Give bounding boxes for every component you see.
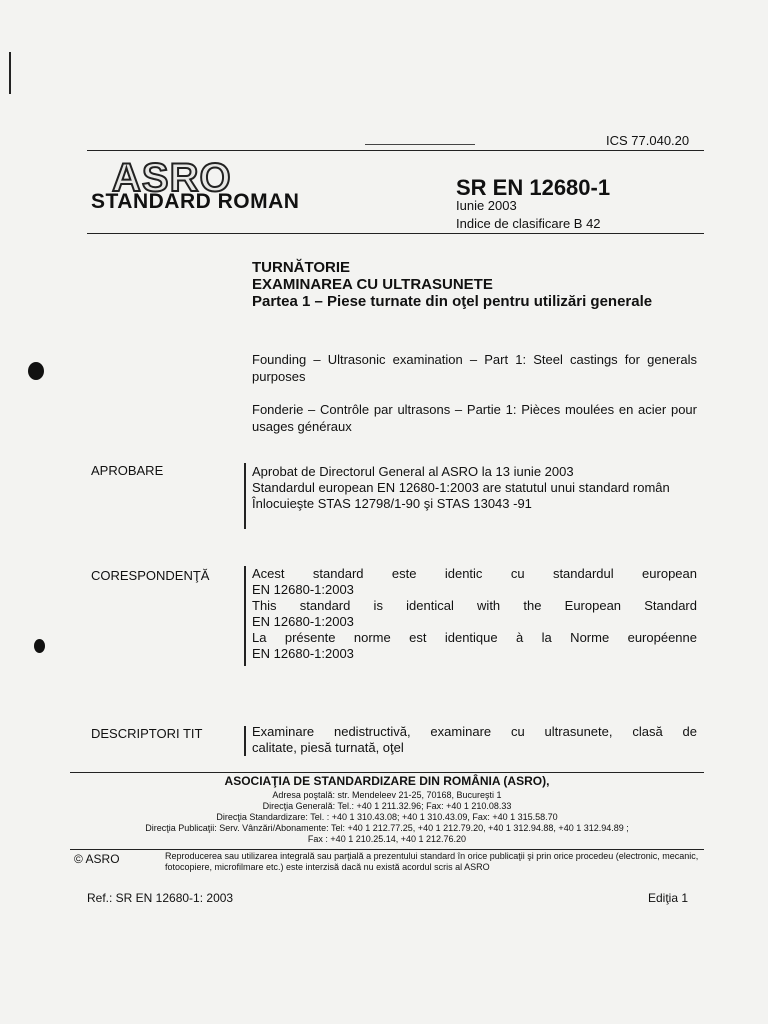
correspondence-ref: EN 12680-1:2003 — [252, 614, 354, 629]
descriptors-text — [252, 724, 697, 756]
correspondence-label: CORESPONDENŢĂ — [91, 568, 210, 583]
section-bar — [244, 463, 246, 529]
title-line: TURNĂTORIE — [252, 259, 351, 276]
standard-date: Iunie 2003 — [456, 198, 517, 213]
punch-hole — [34, 639, 45, 653]
descriptors-label: DESCRIPTORI TIT — [91, 726, 203, 741]
correspondence-line: La présente norme est identique à la Norme européenne — [252, 630, 697, 645]
descriptors-line: Examinare nedistructivă, examinare cu ultrasunete, clasă de — [252, 724, 697, 739]
approval-line: Înlocuieşte STAS 12798/1-90 şi STAS 13043 -91 — [252, 496, 532, 511]
approval-line: Aprobat de Directorul General al ASRO la 13 iunie 2003 — [252, 464, 574, 479]
standard-number: SR EN 12680-1 — [456, 175, 611, 200]
association-name: ASOCIAŢIA DE STANDARDIZARE DIN ROMÂNIA (ASRO), — [224, 774, 550, 788]
divider — [87, 233, 704, 234]
divider — [87, 150, 704, 151]
copyright-mark: © ASRO — [74, 852, 120, 866]
divider — [70, 772, 704, 773]
section-bar — [244, 566, 246, 666]
document-title — [252, 259, 697, 310]
correspondence-text — [252, 566, 697, 662]
descriptors-line: calitate, piesă turnată, oţel — [252, 740, 404, 755]
english-title: Founding – Ultrasonic examination – Part 1: Steel castings for generals purposes — [252, 352, 697, 384]
punch-hole — [28, 362, 44, 380]
address-line: Adresa poştală: str. Mendeleev 21-25, 70168, Bucureşti 1 — [272, 790, 502, 800]
scan-mark — [9, 52, 11, 94]
standard-roman-label: STANDARD ROMAN — [91, 190, 300, 213]
classification-index: Indice de clasificare B 42 — [456, 216, 601, 231]
copyright-notice: Reproducerea sau utilizarea integrală sau parţială a prezentului standard în orice publicaţii şi prin orice procedeu (electronic, mecanic, fotocopiere, microfilmare etc.) este interzisă dacă nu există acordul scris al ASRO — [165, 851, 699, 872]
document-reference: Ref.: SR EN 12680-1: 2003 — [87, 891, 234, 905]
contact-line: Fax : +40 1 210.25.14, +40 1 212.76.20 — [307, 834, 467, 844]
edition-label: Ediţia 1 — [648, 891, 689, 905]
asro-logo: ASRO — [112, 156, 232, 200]
correspondence-ref: EN 12680-1:2003 — [252, 646, 354, 661]
approval-text — [252, 464, 697, 512]
title-line: EXAMINAREA CU ULTRASUNETE — [252, 276, 493, 293]
ics-code: ICS 77.040.20 — [606, 133, 690, 148]
approval-label: APROBARE — [91, 463, 164, 478]
contact-block — [70, 790, 704, 845]
correspondence-line: Acest standard este identic cu standardul european — [252, 566, 697, 581]
title-part: Partea 1 – Piese turnate din oţel pentru utilizări generale — [252, 293, 653, 310]
contact-line: Direcţia Standardizare: Tel. : +40 1 310.43.08; +40 1 310.43.09, Fax: +40 1 315.58.70 — [216, 812, 558, 822]
divider — [70, 849, 704, 850]
correspondence-line: This standard is identical with the European Standard — [252, 598, 697, 613]
correspondence-ref: EN 12680-1:2003 — [252, 582, 354, 597]
section-bar — [244, 726, 246, 756]
approval-line: Standardul european EN 12680-1:2003 are statutul unui standard român — [252, 480, 670, 495]
divider — [365, 144, 475, 145]
contact-line: Direcţia Publicaţii: Serv. Vânzări/Abonamente: Tel: +40 1 212.77.25, +40 1 212.79.20, +40 1 312.94.88, +40 1 312.94.89 ; — [145, 823, 629, 833]
contact-line: Direcţia Generală: Tel.: +40 1 211.32.96; Fax: +40 1 210.08.33 — [262, 801, 512, 811]
french-title: Fonderie – Contrôle par ultrasons – Partie 1: Pièces moulées en acier pour usages généraux — [252, 402, 697, 434]
